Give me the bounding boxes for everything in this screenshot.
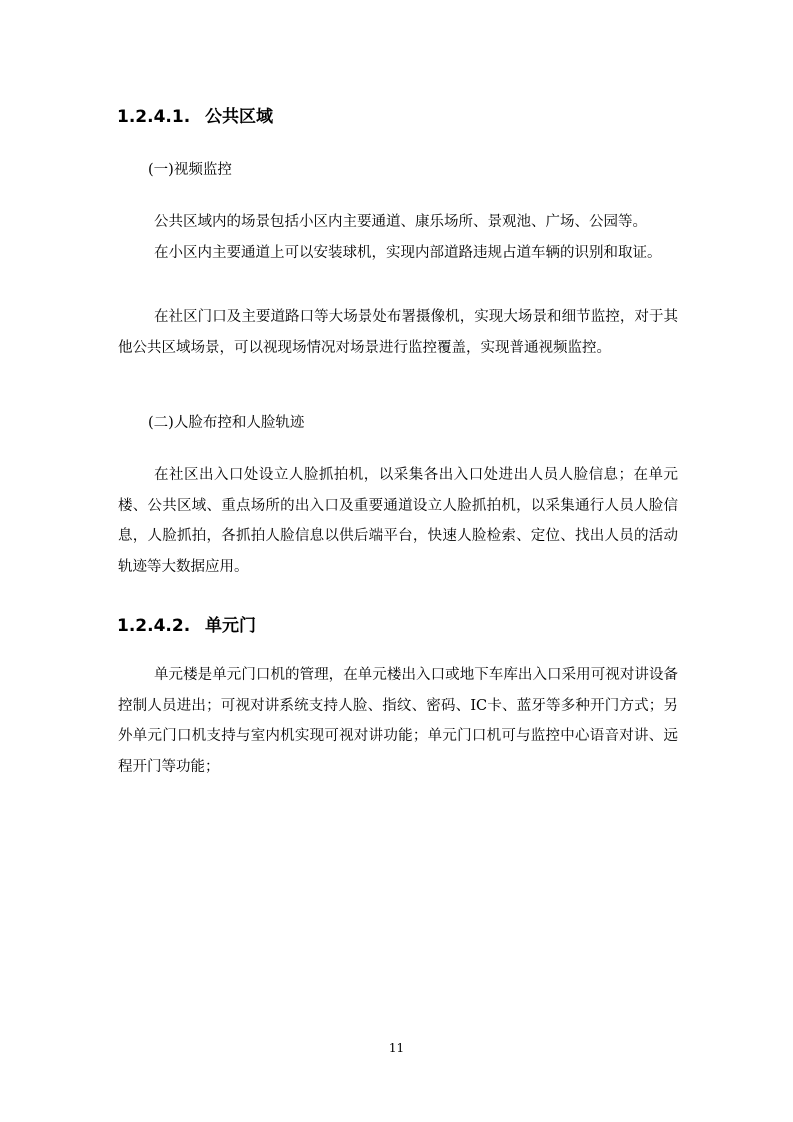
page-number: 11 <box>388 1041 405 1055</box>
section-heading-unit-door <box>117 615 256 637</box>
paragraph: 公共区域内的场景包括小区内主要通道、康乐场所、景观池、广场、公园等。 <box>154 214 647 230</box>
paragraph: 在社区出入口处设立人脸抓拍机，以采集各出入口处进出人员人脸信息；在单元楼、公共区域、重点场所的出入口及重要通道设立人脸抓拍机，以采集通行人员人脸信息，人脸抓拍，各抓拍人脸信息以供后端平台，快速人脸检索、定位、找出人员的活动轨迹等大数据应用。 <box>118 467 678 575</box>
subsection-label-face-tracking: (二)人脸布控和人脸轨迹 <box>148 415 305 431</box>
subsection-label-video-monitoring: (一)视频监控 <box>148 162 232 178</box>
section-number: 1.2.4.1. <box>117 107 191 127</box>
section-title: 公共区域 <box>205 107 273 127</box>
section-heading-public-area <box>117 106 273 128</box>
paragraph: 在小区内主要通道上可以安装球机，实现内部道路违规占道车辆的识别和取证。 <box>154 245 662 261</box>
section-title: 单元门 <box>205 616 256 636</box>
paragraph: 在社区门口及主要道路口等大场景处布署摄像机，实现大场景和细节监控，对于其他公共区域场景，可以视现场情况对场景进行监控覆盖，实现普通视频监控。 <box>118 309 678 356</box>
section-number: 1.2.4.2. <box>117 616 191 636</box>
paragraph: 单元楼是单元门口机的管理，在单元楼出入口或地下车库出入口采用可视对讲设备控制人员进出；可视对讲系统支持人脸、指纹、密码、IC卡、蓝牙等多种开门方式；另外单元门口机支持与室内机实现可视对讲功能；单元门口机可与监控中心语音对讲、远程开门等功能； <box>118 667 678 775</box>
